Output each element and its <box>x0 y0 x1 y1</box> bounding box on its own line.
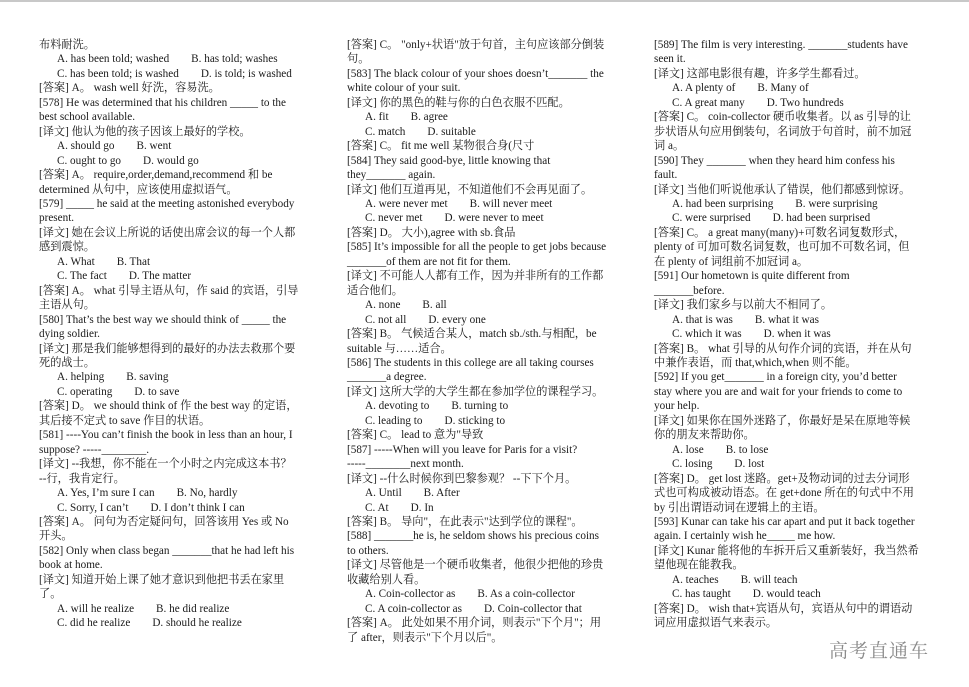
option-text: A. should go <box>57 140 115 153</box>
text-line: [答案] D。 wish that+宾语从句，宾语从句中的谓语动 <box>654 602 913 615</box>
answer-options-row <box>39 255 317 269</box>
text-line: [译文] 不可能人人都有工作，因为并非所有的工作都 <box>347 270 604 283</box>
answer-options-row <box>347 587 625 601</box>
answer-options-row <box>39 616 317 630</box>
text-line: [答案] B。 气候适合某人，match sb./sth.与相配，be <box>347 328 597 341</box>
text-line: [译文] --什么时候你到巴黎参观？ --下下个月。 <box>347 472 577 485</box>
option-text: D. would go <box>143 154 199 167</box>
option-text: A. that is was <box>672 313 733 326</box>
text-line: _______a degree. <box>347 371 427 384</box>
text-line: by 引出谓语动词在逻辑上的主语。 <box>654 501 825 514</box>
option-text: C. A coin-collector as <box>365 602 462 615</box>
option-text: D. every one <box>428 313 486 326</box>
option-text: B. to lose <box>725 443 769 456</box>
answer-options-row <box>654 197 936 211</box>
option-text: C. operating <box>57 385 113 398</box>
option-text: C. A great many <box>672 96 745 109</box>
text-line: [592] If you get_______ in a foreign city, you’d better <box>654 371 897 384</box>
option-text: A. helping <box>57 371 105 384</box>
option-text: B. were surprising <box>795 197 878 210</box>
text-line: 词 a。 <box>654 140 685 153</box>
option-text: D. I don’t think I can <box>150 501 245 514</box>
option-text: B. will teach <box>740 573 798 586</box>
text-line: your help. <box>654 400 700 413</box>
option-text: A. What <box>57 255 95 268</box>
option-text: C. never met <box>365 212 423 225</box>
answer-options-row <box>347 602 625 616</box>
text-line: [译文] 如果你在国外迷路了，你最好是呆在原地等候 <box>654 414 911 427</box>
answer-options-row <box>347 414 625 428</box>
option-text: A. were never met <box>365 197 448 210</box>
text-line: [译文] 这所大学的大学生都在参加学位的课程学习。 <box>347 385 604 398</box>
option-text: C. not all <box>365 313 407 326</box>
text-line: plenty of 可加可数名词复数，也可加不可数名词，但 <box>654 241 910 254</box>
text-line: [译文] 他认为他的孩子因该上最好的学校。 <box>39 125 251 138</box>
text-line: [584] They said good-bye, little knowing that <box>347 154 551 167</box>
page-top-border <box>0 0 969 2</box>
text-line: 词应用虚拟语气来表示。 <box>654 617 778 630</box>
answer-options-row <box>654 81 936 95</box>
column-right <box>654 38 936 631</box>
text-line: 步状语从句应用倒装句，名词放于句首时，前不加冠 <box>654 125 912 138</box>
text-line: [答案] A。 此处如果不用介词，则表示"下个月"；用 <box>347 617 602 630</box>
text-line: [译文] 你的黑色的鞋与你的白色衣服不匹配。 <box>347 96 570 109</box>
option-text: C. Sorry, I can’t <box>57 501 129 514</box>
text-line: 感到震惊。 <box>39 241 95 254</box>
answer-options-row <box>347 125 625 139</box>
option-text: C. ought to go <box>57 154 122 167</box>
text-line: fault. <box>654 169 678 182</box>
option-text: A. teaches <box>672 573 719 586</box>
text-line: -----________next month. <box>347 458 464 471</box>
text-line: they_______ again. <box>347 169 436 182</box>
option-text: D. to save <box>134 385 180 398</box>
text-line: [译文] 尽管他是一个硬币收集者，他很少把他的珍贵 <box>347 559 604 572</box>
option-text: B. Many of <box>757 82 809 95</box>
text-line: [译文] Kunar 能将他的车拆开后又重新装好，我当然希 <box>654 544 919 557</box>
option-text: B. After <box>423 487 460 500</box>
text-line: [译文] 当他们听说他承认了错误，他们都感到惊讶。 <box>654 183 911 196</box>
answer-options-row <box>39 52 317 66</box>
option-text: C. which it was <box>672 328 742 341</box>
text-line: determined 从句中，应该使用虚拟语气。 <box>39 183 238 196</box>
text-line: [581] ----You can’t finish the book in less than an hour, I <box>39 429 293 442</box>
option-text: C. has been told; is washed <box>57 67 179 80</box>
text-line: [译文] 他们互道再见，不知道他们不会再见面了。 <box>347 183 593 196</box>
answer-options-row <box>654 327 936 341</box>
answer-options-row <box>39 385 317 399</box>
text-line: [译文] --我想，你不能在一个小时之内完成这本书？ <box>39 458 292 471</box>
option-text: A. none <box>365 299 401 312</box>
option-text: C. At <box>365 501 389 514</box>
text-line: 句。 <box>347 53 370 66</box>
option-text: A. Yes, I’m sure I can <box>57 487 155 500</box>
text-line: [587] -----When will you leave for Paris for a visit? <box>347 443 578 456</box>
option-text: B. saving <box>126 371 169 384</box>
option-text: B. has told; washes <box>191 53 278 66</box>
text-line: best school available. <box>39 111 135 124</box>
option-text: D. suitable <box>427 125 476 138</box>
text-line: [答案] D。 大小),agree with sb.食品 <box>347 226 516 239</box>
option-text: D. In <box>410 501 434 514</box>
option-text: A. fit <box>365 111 389 124</box>
column-middle <box>347 38 625 645</box>
text-line: suppose? -----________. <box>39 443 149 456</box>
option-text: D. Two hundreds <box>766 96 844 109</box>
text-line: --行，我肯定行。 <box>39 472 125 485</box>
option-text: D. Coin-collector that <box>483 602 582 615</box>
text-line: [答案] A。 问句为否定疑问句，回答该用 Yes 或 No <box>39 515 289 528</box>
text-line: to others. <box>347 544 389 557</box>
answer-options-row <box>654 573 936 587</box>
text-line: 死的战士。 <box>39 356 95 369</box>
text-line: [579] _____ he said at the meeting astonished everybody <box>39 197 295 210</box>
option-text: B. As a coin-collector <box>477 588 575 601</box>
option-text: C. losing <box>672 458 713 471</box>
text-line: [答案] B。 导向"，在此表示"达到学位的课程"。 <box>347 515 583 528</box>
text-line: [586] The students in this college are all taking courses <box>347 356 594 369</box>
text-line: _______before. <box>654 284 725 297</box>
text-line: present. <box>39 212 75 225</box>
answer-options-row <box>39 602 317 616</box>
text-line: _______of them are not fit for them. <box>347 255 511 268</box>
option-text: B. will never meet <box>469 197 553 210</box>
option-text: A. had been surprising <box>672 197 774 210</box>
answer-options-row <box>347 486 625 500</box>
text-line: [583] The black colour of your shoes doesn’t_______ the <box>347 67 604 80</box>
text-line: 收藏给别人看。 <box>347 573 426 586</box>
text-line: [答案] C。 "only+状语"放于句首，主句应该部分倒装 <box>347 39 605 51</box>
text-line: suitable 与……适合。 <box>347 342 452 355</box>
option-text: D. would teach <box>752 588 821 601</box>
answer-options-row <box>39 269 317 283</box>
text-line: 了。 <box>39 588 62 601</box>
option-text: A. has been told; washed <box>57 53 170 66</box>
option-text: B. agree <box>410 111 448 124</box>
text-line: [588] _______he is, he seldom shows his precious coins <box>347 530 600 543</box>
option-text: D. should he realize <box>152 617 242 630</box>
option-text: A. will he realize <box>57 602 135 615</box>
option-text: D. is told; is washed <box>200 67 292 80</box>
answer-options-row <box>347 211 625 225</box>
text-line: [589] The film is very interesting. _______students have <box>654 39 908 51</box>
text-line: [译文] 我们家乡与以前大不相同了。 <box>654 299 833 312</box>
option-text: C. match <box>365 125 406 138</box>
option-text: A. devoting to <box>365 400 430 413</box>
answer-options-row <box>347 399 625 413</box>
option-text: D. had been surprised <box>772 212 871 225</box>
option-text: C. has taught <box>672 588 731 601</box>
option-text: A. Until <box>365 487 402 500</box>
option-text: B. No, hardly <box>176 487 238 500</box>
text-line: [593] Kunar can take his car apart and put it back together <box>654 515 915 528</box>
text-line: 在 plenty of 词组前不加冠词 a。 <box>654 255 809 268</box>
answer-options-row <box>39 139 317 153</box>
text-line: dying soldier. <box>39 328 100 341</box>
text-line: 开头。 <box>39 530 73 543</box>
answer-options-row <box>347 110 625 124</box>
text-line: book at home. <box>39 559 103 572</box>
answer-options-row <box>39 154 317 168</box>
text-line: 适合他们。 <box>347 284 403 297</box>
answer-options-row <box>39 486 317 500</box>
text-line: [答案] D。 get lost 迷路。get+及物动词的过去分词形 <box>654 472 910 485</box>
text-line: [582] Only when class began _______that he had left his <box>39 544 295 557</box>
option-text: A. lose <box>672 443 704 456</box>
text-line: [590] They _______ when they heard him confess his <box>654 154 895 167</box>
option-text: C. leading to <box>365 414 423 427</box>
text-line: [译文] 那是我们能够想得到的最好的办法去救那个要 <box>39 342 296 355</box>
text-line: [585] It’s impossible for all the people to get jobs because <box>347 241 607 254</box>
option-text: D. lost <box>734 458 765 471</box>
text-line: [580] That’s the best way we should think of _____ the <box>39 313 287 326</box>
text-line: [答案] A。 wash well 好洗，容易洗。 <box>39 82 220 95</box>
text-line: [译文] 知道开始上课了她才意识到他把书丢在家里 <box>39 573 285 586</box>
text-line: [答案] A。 require,order,demand,recommend 和 be <box>39 169 273 182</box>
text-line: seen it. <box>654 53 686 66</box>
option-text: C. did he realize <box>57 617 131 630</box>
option-text: B. went <box>136 140 172 153</box>
answer-options-row <box>347 501 625 515</box>
answer-options-row <box>39 370 317 384</box>
text-line: white colour of your suit. <box>347 82 461 95</box>
text-line: 主语从句。 <box>39 299 95 312</box>
watermark-logo-text: 高考直通车 <box>829 640 930 662</box>
text-line: 式也可构成被动语态。在 get+done 所在的句式中不用 <box>654 487 914 500</box>
option-text: C. were surprised <box>672 212 751 225</box>
option-text: B. all <box>422 299 447 312</box>
option-text: D. when it was <box>763 328 831 341</box>
answer-options-row <box>654 443 936 457</box>
option-text: C. The fact <box>57 270 107 283</box>
text-line: [答案] C。 lead to 意为"导致 <box>347 429 484 442</box>
answer-options-row <box>347 313 625 327</box>
answer-options-row <box>347 197 625 211</box>
answer-options-row <box>654 457 936 471</box>
text-line: [578] He was determined that his children _____ to the <box>39 96 286 109</box>
answer-options-row <box>654 211 936 225</box>
text-line: again. I certainly wish he_____ me how. <box>654 530 836 543</box>
text-line: [答案] B。 what 引导的从句作介词的宾语，并在从句 <box>654 342 912 355</box>
option-text: D. were never to meet <box>444 212 544 225</box>
answer-options-row <box>39 501 317 515</box>
text-line: [答案] C。 a great many(many)+可数名词复数形式， <box>654 226 906 239</box>
text-line: [591] Our hometown is quite different from <box>654 270 850 283</box>
option-text: A. A plenty of <box>672 82 736 95</box>
text-line: 中兼作表语，而 that,which,when 则不能。 <box>654 356 857 369</box>
text-line: [答案] C。 coin-collector 硬币收集者。以 as 引导的让 <box>654 111 911 124</box>
option-text: B. what it was <box>754 313 819 326</box>
text-line: 布料耐洗。 <box>39 39 95 51</box>
text-line: [译文] 这部电影很有趣，许多学生都看过。 <box>654 67 866 80</box>
text-line: [答案] D。 we should think of 作 the best way 的定语， <box>39 400 298 413</box>
text-line: 望他现在能教我。 <box>654 559 744 572</box>
text-line: stay where you are and wait for your friends to come to <box>654 385 903 398</box>
option-text: B. That <box>116 255 151 268</box>
text-line: 其后接不定式 to save 作目的状语。 <box>39 414 211 427</box>
option-text: B. he did realize <box>156 602 230 615</box>
column-left <box>39 38 317 631</box>
text-line: 你的朋友来帮助你。 <box>654 429 755 442</box>
answer-options-row <box>654 587 936 601</box>
text-line: [答案] A。 what 引导主语从句，作 said 的宾语，引导 <box>39 284 299 297</box>
answer-options-row <box>654 96 936 110</box>
answer-options-row <box>39 67 317 81</box>
option-text: D. The matter <box>128 270 192 283</box>
text-line: [答案] C。 fit me well 某物很合身(尺寸 <box>347 140 535 153</box>
text-line: [译文] 她在会议上所说的话使出席会议的每一个人都 <box>39 226 296 239</box>
text-line: 了 after，则表示"下个月以后"。 <box>347 631 503 644</box>
answer-options-row <box>654 313 936 327</box>
option-text: A. Coin-collector as <box>365 588 456 601</box>
option-text: D. sticking to <box>444 414 506 427</box>
answer-options-row <box>347 298 625 312</box>
option-text: B. turning to <box>451 400 509 413</box>
